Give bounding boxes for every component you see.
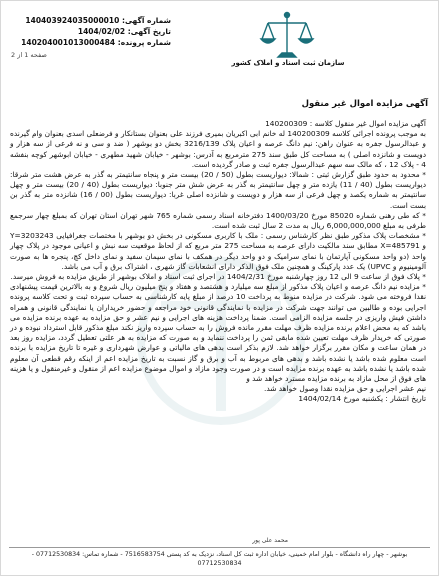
notice-number-label: شماره آگهی: (121, 16, 171, 25)
notice-number: 140403924035000010 (25, 16, 120, 25)
publication-date: تاریخ انتشار : یکشنبه مورخ 1404/02/14 (298, 394, 426, 404)
signature: محمد علی پور (252, 537, 288, 544)
paragraph: * که طی رهنی شماره 85020 مورخ 1400/03/20 دفترخانه اسناد رسمی شماره 765 شهر تهران استان تهران که بمبلغ چهار سرجمع طرفی به مبلغ 6,000,000,000 ریال به مدت 2 سال ثبت شده است. (10, 210, 427, 231)
scales-of-justice-logo-icon (256, 9, 318, 63)
paragraph: آگهی مزایده اموال غیر منقول کلاسه : 140200309 (265, 119, 426, 128)
file-number-row (11, 37, 171, 48)
notice-meta (11, 15, 171, 48)
notice-title: آگهی مزایده اموال غیر منقول (301, 99, 428, 109)
notice-date: 1404/02/02 (77, 27, 126, 36)
file-number-label: شماره پرونده: (117, 38, 171, 47)
notice-body (10, 119, 426, 405)
paragraph: * محدود به حدود طبق گزارش ثبتی : شمالا: دیواریست بطول (50 / 20) بیست متر و پنجاه سانتیمتر به گذر به عرض هشت متر شرقا: دیواریست بطول (40 / 11) یازده متر و چهل سانتیمتر به گذر به عرض شش متر جنوبا: دیواریست بطول (40 / 20) بیست متر و چهل سانتیمتر به شماره یکصد و چهل فرعی از سه هزار و دویست و شانزده اصلی غربا: دیواریست بطول (00 / 16) شانزده متر به گذر بن بست است. (10, 170, 426, 210)
paragraph: * پلاک فوق از ساعت 9 الی 12 روز چهارشنبه مورخ 1404/2/31 در اجرای ثبت اسناد و املاک بوشهر از طریق مزایده به فروش میرسد. (10, 272, 426, 282)
notice-number-row (11, 15, 171, 26)
paragraph: * مزایده نیم دانگ عرصه و اعیان پلاک مذکور از مبلغ سه میلیارد و هشتصد و هفتاد و پنج میلیون ریال شروع و به بالاترین قیمت پیشنهادی نقدا فروخته می شود. شرکت در مزایده منوط به پرداخت 10 درصد از مبلغ پایه کارشناسی به حساب سپرده ثبت و تحت کلاسه پرونده اجرایی بوده و طالبین می توانند جهت شرکت در مزایده با نمایندگی قانونی خود مراجعه و حضور خریداران یا نمایندگی قانونی و همراه داشتن فیش واریزی در جلسه مزایده الزامی است. ضمنا پرداخت هزینه های اجرایی و نیم عشر و حق مزایده به عهده برنده مزایده می باشد که به محض اعلام برنده مزایده ظرف مهلت مقرر مانده فروش را به حساب سپرده واریز نکند مبلغ مذکور قابل استرداد نبوده و در صورتی که خریدار ظرف مهلت تعیین شده مابقی ثمن را پرداخت ننماید و به صورت که مزایده به هر علتی تعطیل گردد، مزایده روز بعد در همان ساعت و مکان مقرر برگزار خواهد شد. لازم بذکر است بدهی های مالیاتی و عوارض شهرداری و غیره تا تاریخ مزایده با برنده است معلوم شده باشد یا نشده باشد و بدهی های مربوط به آب و برق و گاز نسبت به تاریخ مزایده اعم از اینکه رقم قطعی آن معلوم شده باشد یا نشده باشد به عهده برنده مزایده است و در صورت وجود مازاد و اموال موضوع مزایده اعم از منقول و غیرمنقول و یا هزینه های فوق از محل مازاد به برنده مزایده مسترد خواهد شد و (10, 282, 427, 384)
paragraph: * مشخصات پلاک مذکور طبق نظر کارشناس رسمی : ملک با کاربری مسکونی در بخش دو بوشهر با مختصات جغرافیایی Y=3203243 و X=485791 مطابق سند مالکیت دارای عرصه به مساحت 275 متر مربع که از لحاظ موقعیت سه نبش و اعیانی موجود در پلاک چهار واحد (دو واحد مسکونی آپارتمان با نمای سرامیک و دو واحد دیگر در همکف با نمای سیمان سفید و نمای داخل کچ، پنجره ها به صورت آلومینیوم و UPVC) یک عدد پارکینگ و همچنین ملک فوق الذکر دارای انشعابات گاز شهری ، اشتراک برق و آب می باشد. (10, 231, 427, 271)
paragraph: نیم عشر اجرایی و حق مزایده نقدا وصول خواهد شد. (264, 384, 426, 394)
notice-date-label: تاریخ آگهی: (127, 27, 171, 36)
page-number: صفحه 1 از 2 (11, 51, 47, 59)
footer-divider (9, 547, 430, 548)
notice-date-row (11, 26, 171, 37)
paragraph: به موجب پرونده اجرائی کلاسه 140200309 له خانم ابی اکبریان بمیری فرزند علی بعنوان بستانکار و فرضعلی اسدی بعنوان وام گیرنده و عبدالرسول جفره به عنوان راهن: نیم دانگ عرصه و اعیان پلاک 3216/139 بخش دو بوشهر ( ضد و سی و نه فرعی از سه هزار و دویست و شانزده اصلی ) به مساحت کل طبق سند 275 مترمربع به آدرس: بوشهر - خیابان شهید مطهری - خیابان ابوشهر کوچه بنفشه 4 - پلاک 12 ، که مالک سه سهم عبدالرسول جفره ثبت و صادر گردیده است. (10, 129, 427, 169)
file-number: 140204001013000484 (21, 38, 116, 47)
organization-name: سازمان ثبت اسناد و املاک کشور (231, 59, 345, 67)
footer-address: بوشهر - چهار راه دانشگاه - بلوار امام خمینی، خیابان اداره ثبت کل اسناد، نزدیک به کد پستی 7516583754 - شماره تماس: 07712530834 - 07712530834 (31, 551, 408, 567)
